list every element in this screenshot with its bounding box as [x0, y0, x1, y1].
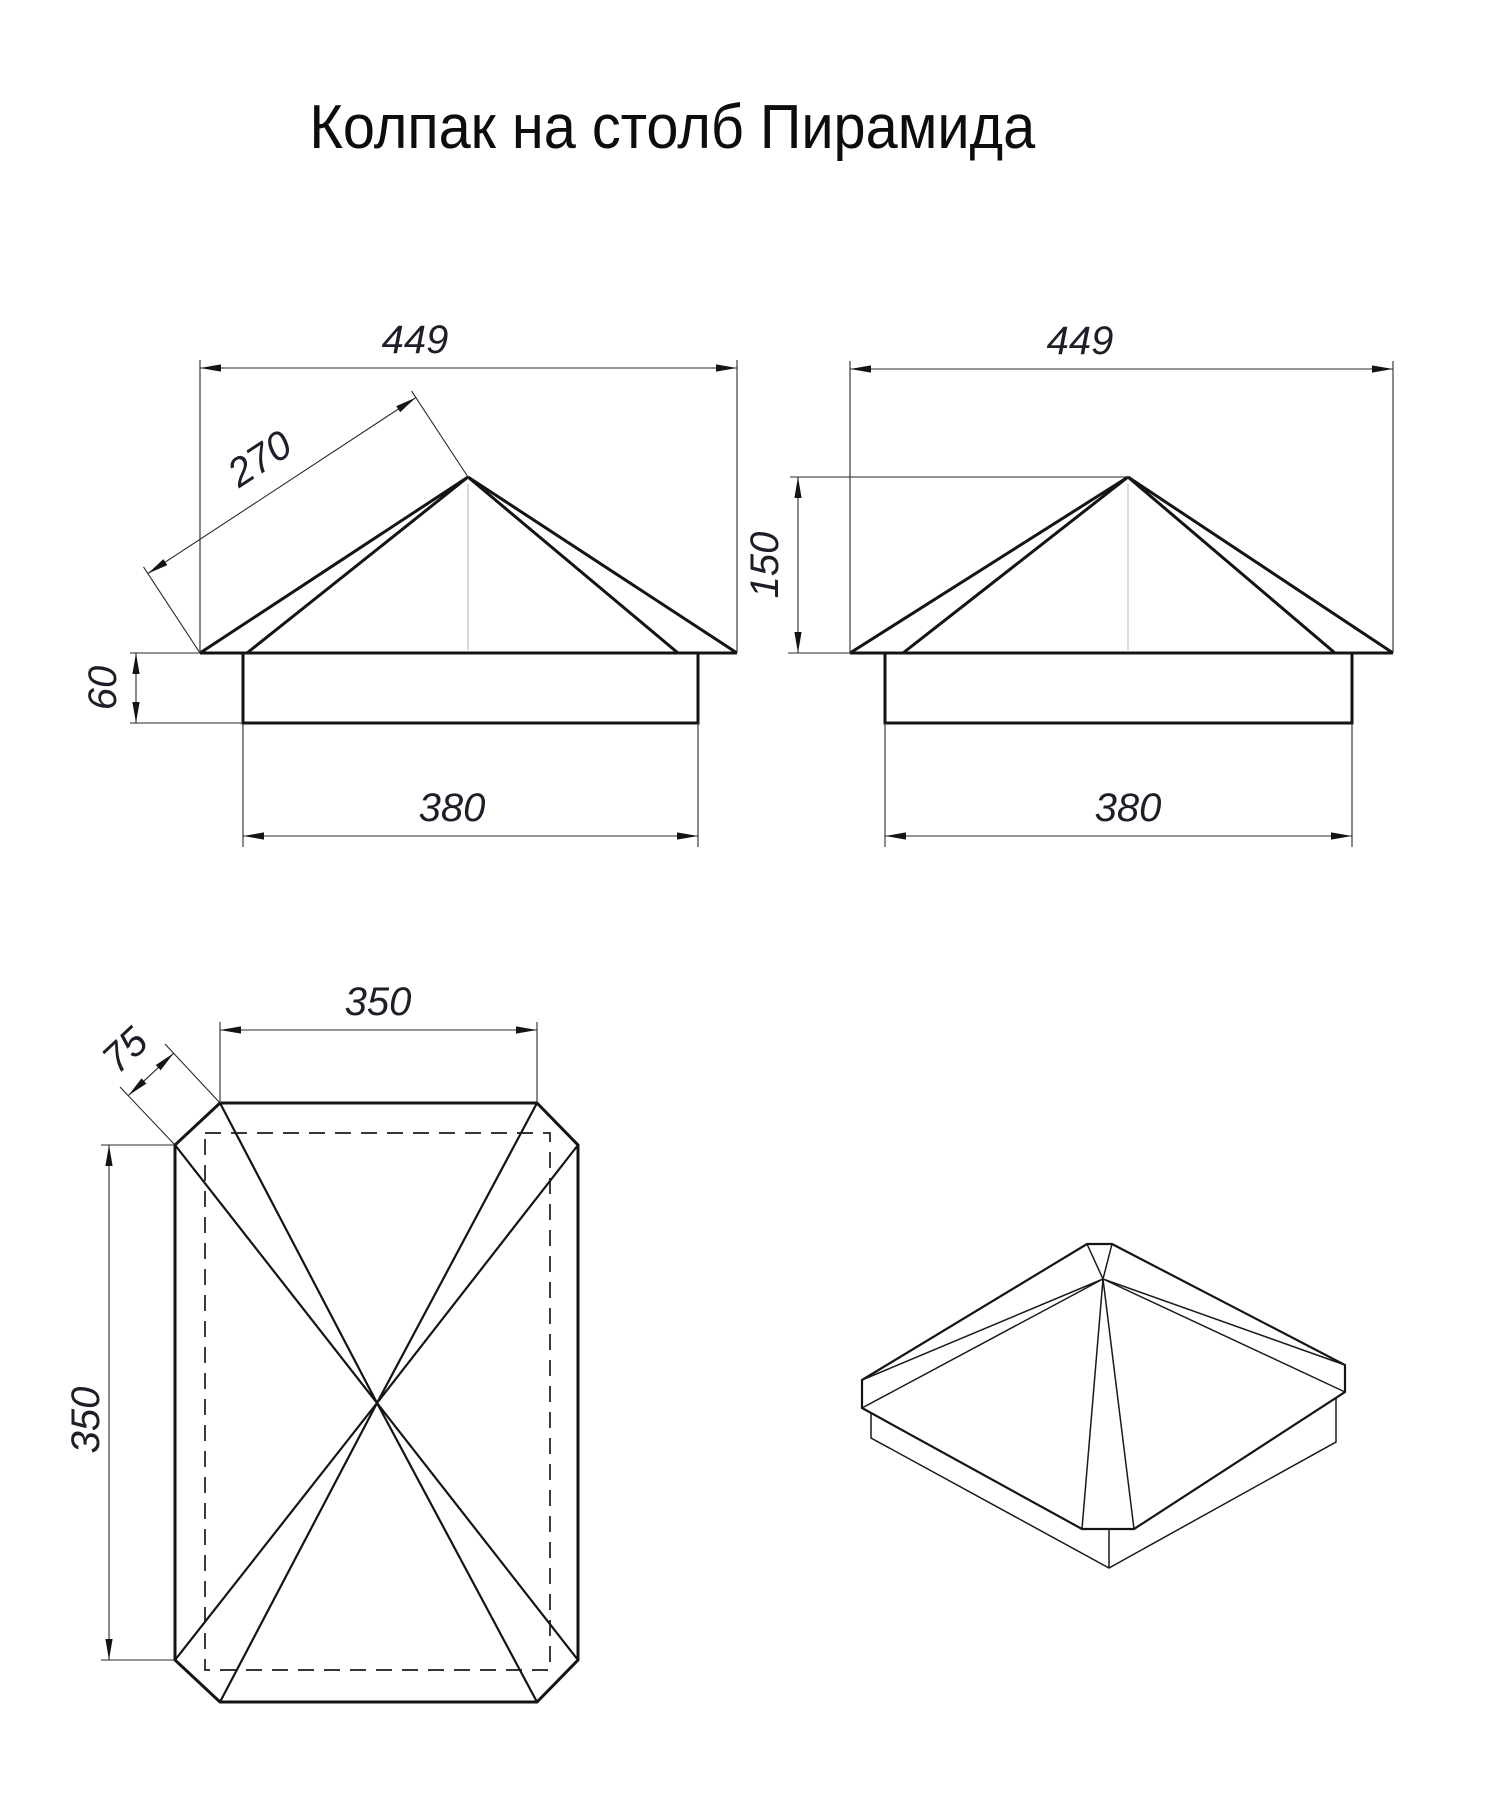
- dim-front-skirt-height: [81, 653, 243, 723]
- dim-label-side-skirt-width: 380: [1094, 786, 1162, 830]
- dimension-line: [148, 398, 416, 574]
- dim-front-slope: [144, 391, 469, 653]
- dim-label-side-width: 449: [1046, 319, 1114, 363]
- dim-plan-side-width: [64, 1145, 175, 1660]
- extension-line: [412, 391, 469, 477]
- dim-label-plan-side-width: 350: [64, 1386, 108, 1454]
- extension-line: [120, 1087, 175, 1145]
- plan-hip-lines: [175, 1103, 578, 1702]
- extension-line: [144, 567, 201, 653]
- front-view: [81, 318, 737, 847]
- front-skirt-outline: [243, 653, 698, 723]
- dim-label-front-slope: 270: [219, 422, 300, 496]
- dim-plan-chamfer: [94, 1019, 220, 1145]
- plan-view: [64, 980, 578, 1702]
- dim-label-side-height: 150: [743, 531, 787, 599]
- dim-label-plan-chamfer: 75: [93, 1019, 157, 1082]
- side-view: [743, 319, 1393, 847]
- dim-label-front-skirt-height: 60: [81, 665, 125, 711]
- side-roof-outline: [850, 477, 1393, 653]
- extension-line: [165, 1044, 220, 1103]
- iso-hip-lines: [862, 1244, 1345, 1529]
- dim-label-front-width: 449: [381, 318, 449, 362]
- page-title-text: Колпак на столб Пирамида: [309, 93, 1036, 162]
- dim-plan-top-width: [220, 980, 537, 1103]
- side-skirt-outline: [885, 653, 1352, 723]
- dim-label-plan-top-width: 350: [344, 980, 412, 1024]
- dim-front-skirt-width: [243, 723, 698, 847]
- dim-side-skirt-width: [885, 723, 1352, 847]
- dim-label-front-skirt-width: 380: [418, 786, 486, 830]
- iso-skirt-outline: [871, 1398, 1336, 1568]
- isometric-view: [862, 1244, 1345, 1568]
